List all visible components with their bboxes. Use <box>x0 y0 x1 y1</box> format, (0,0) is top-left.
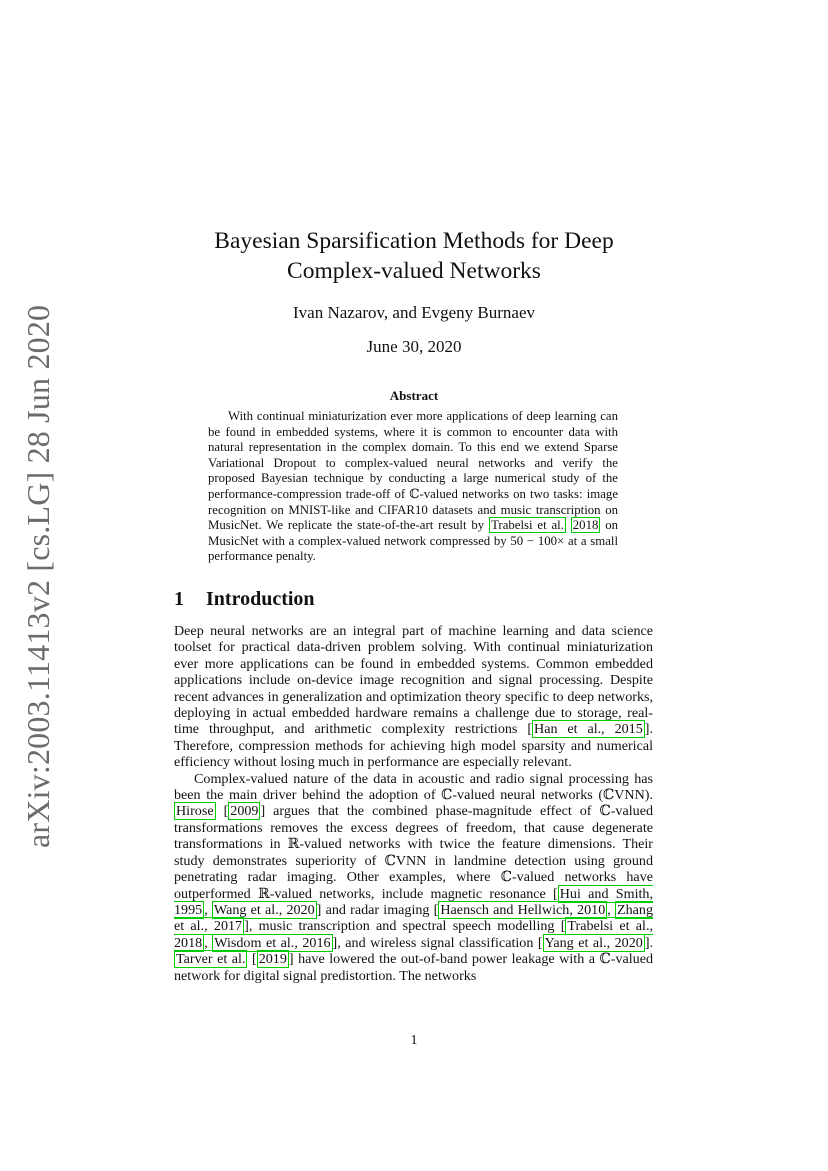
section-title: Introduction <box>206 588 315 610</box>
section-body <box>174 623 653 984</box>
paragraph-text: , music transcription and spectral speech modelling <box>248 918 555 935</box>
citation-link[interactable]: Haensch and Hellwich, 2010 <box>440 901 606 918</box>
citation-link[interactable]: Trabelsi et al. <box>491 518 564 533</box>
citation-link[interactable]: Zhang et al., 2017 <box>174 901 653 935</box>
paragraph: Complex-valued nature of the data in acoustic and radio signal processing has been the main driver behind the adoption of ℂ-valued neural networks (ℂVNN). Hirose [ 2009 ] argues that the combined phase-magnitude effect of ℂ-valued transformations removes the excess degrees of freedom, that cause degenerate transformations in ℝ-valued networks with twice the feature dimensions. Their study demonstrates superiority of ℂVNN in landmine detection using ground penetrating radar imaging. Other examples, where ℂ-valued networks have outperformed ℝ-valued networks, include magnetic resonance [ Hui and Smith, 1995 , Wang et al., 2020 ] and radar imaging [ Haensch and Hellwich, 2010 , Zhang et al., 2017 ], music transcription and spectral speech modelling [ Trabelsi et al., 2018 , Wisdom et al., 2016 ], and wireless signal classification [ Yang et al., 2020 ]. Tarver et al. [ 2019 ] have lowered the out-of-band power leakage with a ℂ-valued network for digital signal predistortion. The networks <box>174 770 654 984</box>
abstract-text <box>208 409 618 565</box>
section-number: 1 <box>174 588 184 610</box>
section-heading <box>174 586 315 612</box>
citation-link[interactable]: Trabelsi et al., 2018 <box>174 918 654 951</box>
citation-link[interactable]: Yang et al., 2020 <box>544 934 643 951</box>
abstract-text-part: With continual miniaturization ever more applications of deep learning can be found in embedded systems, where it is common to encounter data with natural representation in the complex domain. To this end we extend Sparse Variational Dropout to complex-valued neural networks and verify the proposed Bayesian technique by conducting a large numerical study of the performance-compression trade-off of ℂ-valued networks on two tasks: image recognition on MNIST-like and CIFAR10 datasets and music transcription on MusicNet. We replicate the state-of-the-art result by <box>208 409 618 533</box>
citation-link[interactable]: Wisdom et al., 2016 <box>214 934 331 951</box>
abstract-text-part: on MusicNet with a complex-valued network compressed by 50 − 100× at a small performance penalty. <box>208 518 619 564</box>
page-number: 1 <box>410 1033 418 1048</box>
citation-link[interactable]: Hirose <box>176 803 214 820</box>
paragraph-text: have lowered the out-of-band power leakage with a ℂ-valued network for digital signal predistortion. The networks <box>174 951 654 984</box>
publication-date: June 30, 2020 <box>366 337 462 356</box>
paragraph-text: , and wireless signal classification <box>337 934 534 951</box>
paragraph-text: . Therefore, compression methods for achieving high model sparsity and numerical efficiency without losing much in performance are especially relevant. <box>174 721 653 771</box>
citation-link[interactable]: Hui and Smith, 1995 <box>174 885 654 918</box>
paragraph-text: Complex-valued nature of the data in acoustic and radio signal processing has been the main driver behind the adoption of ℂ-valued neural networks (ℂVNN). <box>174 770 653 804</box>
paragraph-text: Deep neural networks are an integral part of machine learning and data science toolset for practical data-driven problem solving. With continual miniaturization ever more applications can be found in embedded systems. Common embedded applications include on-device image recognition and signal processing. Despite recent advances in generalization and optimization theory specific to deep networks, deploying in actual embedded hardware remains a challenge due to storage, real-time throughput, and arithmetic complexity restrictions <box>174 623 653 738</box>
arxiv-identifier-stamp: arXiv:2003.11413v2 [cs.LG] 28 Jun 2020 <box>20 304 56 848</box>
paragraph: Deep neural networks are an integral part of machine learning and data science toolset for practical data-driven problem solving. With continual miniaturization ever more applications can be found in embedded systems. Common embedded applications include on-device image recognition and signal processing. Despite recent advances in generalization and optimization theory specific to deep networks, deploying in actual embedded hardware remains a challenge due to storage, real-time throughput, and arithmetic complexity restrictions [ Han et al., 2015 ]. Therefore, compression methods for achieving high model sparsity and numerical efficiency without losing much in performance are especially relevant. <box>174 623 653 771</box>
author-list: Ivan Nazarov, and Evgeny Burnaev <box>293 303 535 322</box>
citation-link[interactable]: Han et al., 2015 <box>534 721 643 738</box>
citation-link[interactable]: Tarver et al. <box>176 951 246 968</box>
citation-year-link[interactable]: 2019 <box>258 951 287 968</box>
title-line-2: Complex-valued Networks <box>287 258 541 284</box>
paragraph-text: and radar imaging <box>325 901 430 918</box>
abstract-heading: Abstract <box>389 388 439 403</box>
title-line-1: Bayesian Sparsification Methods for Deep <box>214 228 614 254</box>
citation-link[interactable]: Wang et al., 2020 <box>213 901 315 918</box>
paper-title <box>174 226 654 286</box>
paragraph-text: argues that the combined phase-magnitude effect of ℂ-valued transformations removes the excess degrees of freedom, that cause degenerate transformations in ℝ-valued networks with twice the feature dimensions. Their study demonstrates superiority of ℂVNN in landmine detection using ground penetrating radar imaging. Other examples, where ℂ-valued networks have outperformed ℝ-valued networks, include magnetic resonance <box>174 803 653 902</box>
citation-year-link[interactable]: 2018 <box>572 518 599 533</box>
citation-year-link[interactable]: 2009 <box>230 803 259 820</box>
